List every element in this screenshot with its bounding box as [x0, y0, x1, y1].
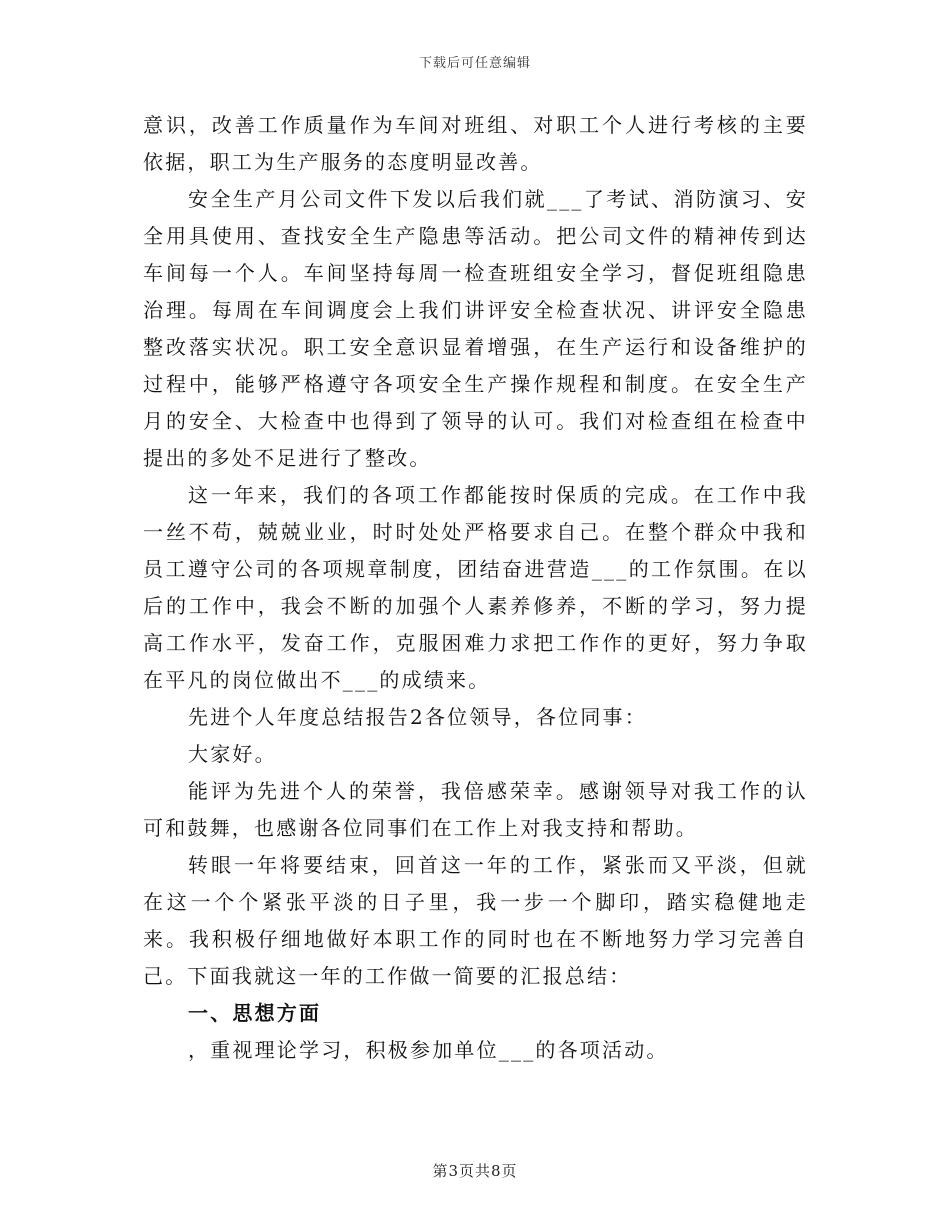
page-number: 第3页共8页	[432, 1162, 518, 1180]
paragraph-7: 转眼一年将要结束，回首这一年的工作，紧张而又平淡，但就在这一个个紧张平淡的日子里，我一步一个脚印，踏实稳健地走来。我积极仔细地做好本职工作的同时也在不断地努力学习完善自己。下面我就这一年的工作做一简要的汇报总结：	[143, 853, 808, 988]
section-heading: 一、思想方面	[188, 1001, 322, 1025]
paragraph-6: 能评为先进个人的荣誉，我倍感荣幸。感谢领导对我工作的认可和鼓舞，也感谢各位同事们在工作上对我支持和帮助。	[143, 779, 808, 840]
paragraph-1: 意识，改善工作质量作为车间对班组、对职工个人进行考核的主要依据，职工为生产服务的态度明显改善。	[143, 113, 808, 174]
paragraph-2: 安全生产月公司文件下发以后我们就___了考试、消防演习、安全用具使用、查找安全生产隐患等活动。把公司文件的精神传到达车间每一个人。车间坚持每周一检查班组安全学习，督促班组隐患治理。每周在车间调度会上我们讲评安全检查状况、讲评安全隐患整改落实状况。职工安全意识显着增强，在生产运行和设备维护的过程中，能够严格遵守各项安全生产操作规程和制度。在安全生产月的安全、大检查中也得到了领导的认可。我们对检查组在检查中提出的多处不足进行了整改。	[143, 187, 808, 470]
page-header: 下载后可任意编辑	[418, 56, 531, 71]
paragraph-4: 先进个人年度总结报告2各位领导，各位同事：	[188, 705, 647, 729]
paragraph-8: ，重视理论学习，积极参加单位___的各项活动。	[188, 1038, 669, 1062]
paragraph-5: 大家好。	[188, 742, 277, 766]
document-body	[143, 107, 808, 1069]
paragraph-3: 这一年来，我们的各项工作都能按时保质的完成。在工作中我一丝不苟，兢兢业业，时时处处严格要求自己。在整个群众中我和员工遵守公司的各项规章制度，团结奋进营造___的工作氛围。在以后的工作中，我会不断的加强个人素养修养，不断的学习，努力提高工作水平，发奋工作，克服困难力求把工作作的更好，努力争取在平凡的岗位做出不___的成绩来。	[143, 483, 808, 692]
